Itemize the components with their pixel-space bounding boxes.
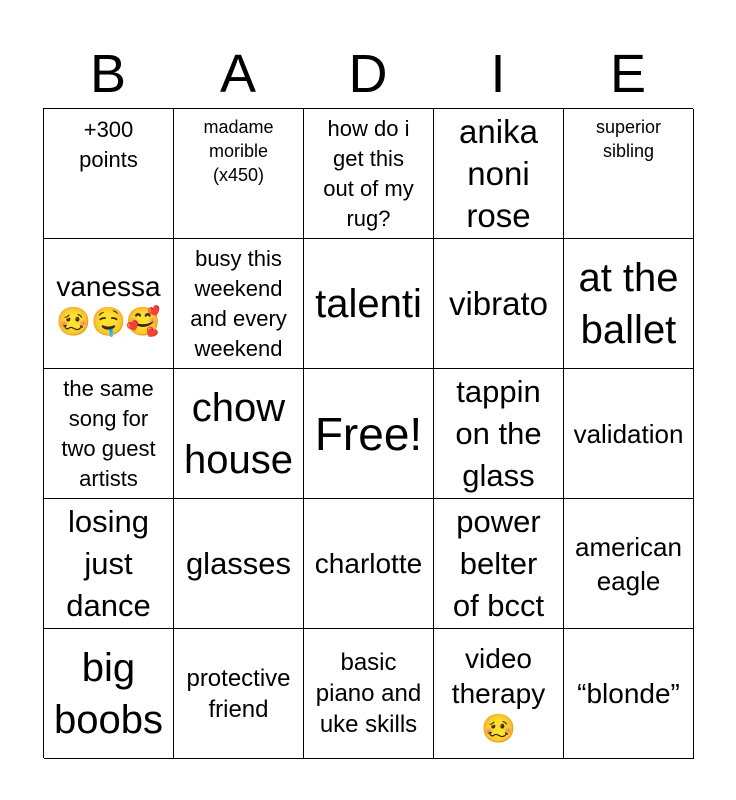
cell-text: at the ballet xyxy=(578,255,679,352)
cell-text: talenti xyxy=(315,281,422,326)
bingo-board xyxy=(43,108,693,758)
bingo-cell[interactable] xyxy=(174,239,304,369)
bingo-cell[interactable] xyxy=(44,629,174,759)
cell-text: anika noni rose xyxy=(459,112,538,234)
bingo-cell[interactable] xyxy=(304,239,434,369)
bingo-cell[interactable] xyxy=(174,499,304,629)
bingo-cell[interactable] xyxy=(304,109,434,239)
cell-text: chow house xyxy=(184,385,293,482)
bingo-cell[interactable] xyxy=(434,629,564,759)
cell-text: basic piano and uke skills xyxy=(315,649,422,738)
bingo-cell[interactable] xyxy=(304,499,434,629)
cell-text: big boobs xyxy=(54,645,163,742)
bingo-cell[interactable] xyxy=(434,109,564,239)
cell-text: vibrato xyxy=(448,284,549,322)
header-letter-d: D xyxy=(348,44,388,104)
cell-text: +300 points xyxy=(79,117,138,172)
cell-text: madame morible (x450) xyxy=(203,117,274,185)
header-letter-b: B xyxy=(89,44,127,104)
cell-text: american eagle xyxy=(575,531,682,596)
bingo-cell[interactable] xyxy=(434,369,564,499)
cell-text: tappin on the glass xyxy=(455,373,542,493)
bingo-cell[interactable] xyxy=(434,239,564,369)
bingo-cell[interactable] xyxy=(564,499,694,629)
bingo-cell[interactable] xyxy=(44,109,174,239)
free-space-cell[interactable] xyxy=(304,369,434,499)
cell-text: glasses xyxy=(185,545,292,581)
cell-text: protective friend xyxy=(186,664,291,723)
bingo-cell[interactable] xyxy=(174,369,304,499)
bingo-cell[interactable] xyxy=(174,629,304,759)
bingo-cell[interactable] xyxy=(174,109,304,239)
header-letter-i: I xyxy=(490,44,506,104)
cell-text: video therapy 🥴 xyxy=(451,643,546,744)
bingo-cell[interactable] xyxy=(44,239,174,369)
bingo-cell[interactable] xyxy=(564,239,694,369)
bingo-cell[interactable] xyxy=(564,109,694,239)
cell-text: superior sibling xyxy=(595,117,662,161)
cell-text: “blonde” xyxy=(577,678,680,709)
header-letter-e: E xyxy=(609,44,647,104)
free-space-text: Free! xyxy=(314,407,423,460)
bingo-cell[interactable] xyxy=(564,629,694,759)
bingo-cell[interactable] xyxy=(434,499,564,629)
cell-text: charlotte xyxy=(314,548,423,579)
bingo-cell[interactable] xyxy=(564,369,694,499)
cell-text: losing just dance xyxy=(66,503,151,623)
cell-text: the same song for two guest artists xyxy=(61,375,156,491)
cell-text: validation xyxy=(573,418,684,449)
bingo-cell[interactable] xyxy=(44,369,174,499)
bingo-cell[interactable] xyxy=(304,629,434,759)
cell-text: busy this weekend and every weekend xyxy=(190,245,287,361)
header-letter-a: A xyxy=(219,44,257,104)
cell-text: power belter of bcct xyxy=(452,503,545,623)
cell-text: vanessa 🥴🤤🥰 xyxy=(56,270,161,337)
bingo-header xyxy=(43,40,693,108)
cell-text: how do i get this out of my rug? xyxy=(323,115,414,231)
bingo-cell[interactable] xyxy=(44,499,174,629)
